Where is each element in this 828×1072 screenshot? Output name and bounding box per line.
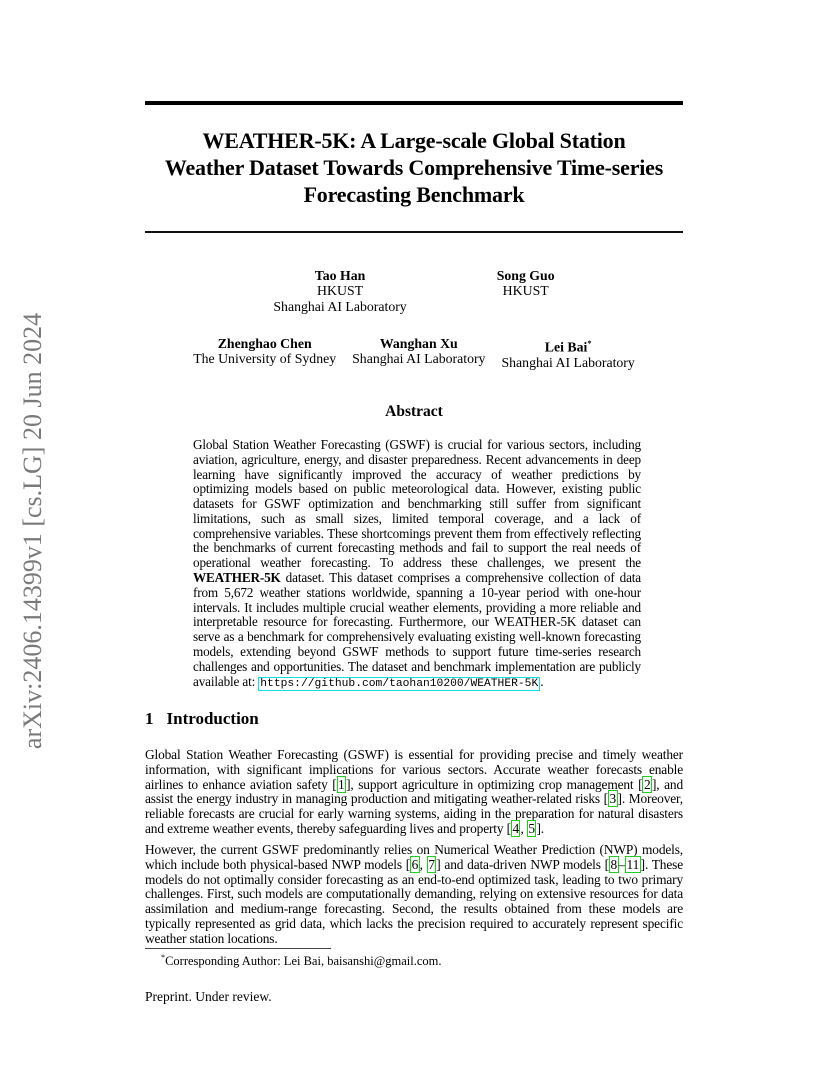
author-name: Song Guo — [496, 268, 555, 283]
title-rule-top — [145, 101, 683, 105]
bold-text: WEATHER-5K — [193, 570, 281, 586]
paper-title-line: Weather Dataset Towards Comprehensive Time-series — [164, 155, 664, 180]
corresponding-author-footnote — [145, 953, 683, 969]
author-affiliation: The University of Sydney — [193, 351, 337, 367]
text-run: ], and assist the energy industry in managing production and mitigating weather-related risks [ — [145, 776, 683, 807]
paper-title-line: Forecasting Benchmark — [303, 182, 525, 207]
author-name: Lei Bai* — [544, 339, 592, 355]
title-rule-bottom — [145, 231, 683, 233]
footnote-marker: * — [161, 953, 166, 962]
author-block-wanghan-xu — [352, 336, 485, 367]
author-affiliation: Shanghai AI Laboratory — [501, 355, 635, 370]
paper-title-line: WEATHER-5K: A Large-scale Global Station — [202, 128, 626, 153]
text-run: Global Station Weather Forecasting (GSWF) is essential for providing precise and timely weather information, with significant implications for various sectors. Accurate weather forecasts enable airlines to enhance aviation safety [ — [145, 747, 683, 792]
author-block-song-guo — [497, 268, 555, 299]
preprint-status-note: Preprint. Under review. — [145, 989, 272, 1004]
abstract-heading: Abstract — [385, 403, 443, 420]
text-run: ]. — [536, 820, 544, 836]
repo-url-link[interactable]: https://github.com/taohan10200/WEATHER-5K — [260, 677, 539, 690]
author-affiliation: HKUST — [502, 283, 549, 299]
footnote-rule — [145, 948, 331, 949]
text-run: ]. Moreover, reliable forecasts are crucial for early warning systems, aiding in the preparation for natural disasters and extreme weather events, thereby safeguarding lives and property [ — [145, 791, 683, 836]
text-run: – — [618, 856, 626, 872]
author-name: Wanghan Xu — [379, 336, 458, 351]
text-run: dataset. This dataset comprises a comprehensive collection of data from 5,672 weather stations worldwide, spanning a 10-year period with one-hour intervals. It includes multiple crucial weather elements, providing a more reliable and interpretable resource for forecasting. Furthermore, our WEATHER-5K dataset can serve as a benchmark for comprehensively evaluating existing well-known forecasting models, extending beyond GSWF methods to support future time-series research challenges and opportunities. The dataset and benchmark implementation are publicly available at: — [193, 570, 641, 689]
author-name: Zhenghao Chen — [217, 336, 312, 351]
text-run: . — [540, 673, 544, 689]
footnote-text: Corresponding Author: Lei Bai, baisanshi@gmail.com. — [165, 954, 442, 969]
author-affiliation: Shanghai AI Laboratory — [352, 351, 486, 367]
citation-link[interactable]: 8 — [610, 856, 617, 872]
authors-row-2 — [145, 336, 683, 370]
corresponding-author-marker: * — [587, 339, 592, 348]
text-run: , — [520, 820, 527, 836]
arxiv-watermark: arXiv:2406.14399v1 [cs.LG] 20 Jun 2024 — [18, 312, 47, 750]
text-run: ]. These models do not optimally consider forecasting as an end-to-end optimized task, leading to two primary challenges. First, such models are computationally demanding, relying on extensive resources for data assimilation and medium-range forecasting. Second, the results obtained from these models are typically represented as grid data, which lacks the precision required to accurately represent specific weather station locations. — [145, 856, 683, 946]
citation-link[interactable]: 3 — [609, 791, 617, 807]
author-affiliation: HKUST — [317, 283, 364, 299]
text-run: Global Station Weather Forecasting (GSWF) is crucial for various sectors, including aviation, agriculture, energy, and disaster preparedness. Recent advancements in deep learning have significantly improved the accuracy of weather predictions by optimizing models based on public meteorological data. However, existing public datasets for GSWF optimization and benchmarking still suffer from significant limitations, such as small sizes, limited temporal coverage, and a lack of comprehensive variables. These shortcomings prevent them from effectively reflecting the benchmarks of current forecasting methods and fail to support the real needs of operational weather forecasting. To address these challenges, we present the — [193, 437, 641, 571]
author-block-lei-bai — [501, 336, 634, 370]
citation-link[interactable]: 11 — [626, 856, 640, 872]
citation-link[interactable]: 4 — [512, 820, 519, 836]
intro-paragraph-2 — [145, 843, 683, 947]
section-number: 1 — [145, 709, 154, 728]
paper-title — [120, 127, 708, 208]
citation-link[interactable]: 5 — [528, 820, 535, 836]
text-run: , — [419, 856, 427, 872]
author-block-tao-han — [273, 268, 406, 314]
author-block-zhenghao-chen — [193, 336, 336, 367]
citation-link[interactable]: 7 — [428, 856, 435, 872]
authors-row-1 — [145, 268, 683, 314]
section-1-heading — [145, 709, 259, 729]
citation-link[interactable]: 6 — [411, 856, 419, 872]
citation-link[interactable]: 2 — [643, 776, 651, 792]
citation-link[interactable]: 1 — [338, 776, 345, 792]
text-run: ] and data-driven NWP models [ — [436, 856, 609, 872]
text-run: However, the current GSWF predominantly relies on Numerical Weather Prediction (NWP) models, which include both physical-based NWP models [ — [145, 842, 683, 872]
intro-paragraph-1 — [145, 748, 683, 837]
author-affiliation: Shanghai AI Laboratory — [273, 298, 407, 314]
text-run: ], support agriculture in optimizing crop management [ — [346, 776, 643, 792]
section-title: Introduction — [166, 709, 259, 728]
author-name: Tao Han — [314, 268, 366, 283]
abstract-paragraph — [193, 438, 641, 691]
